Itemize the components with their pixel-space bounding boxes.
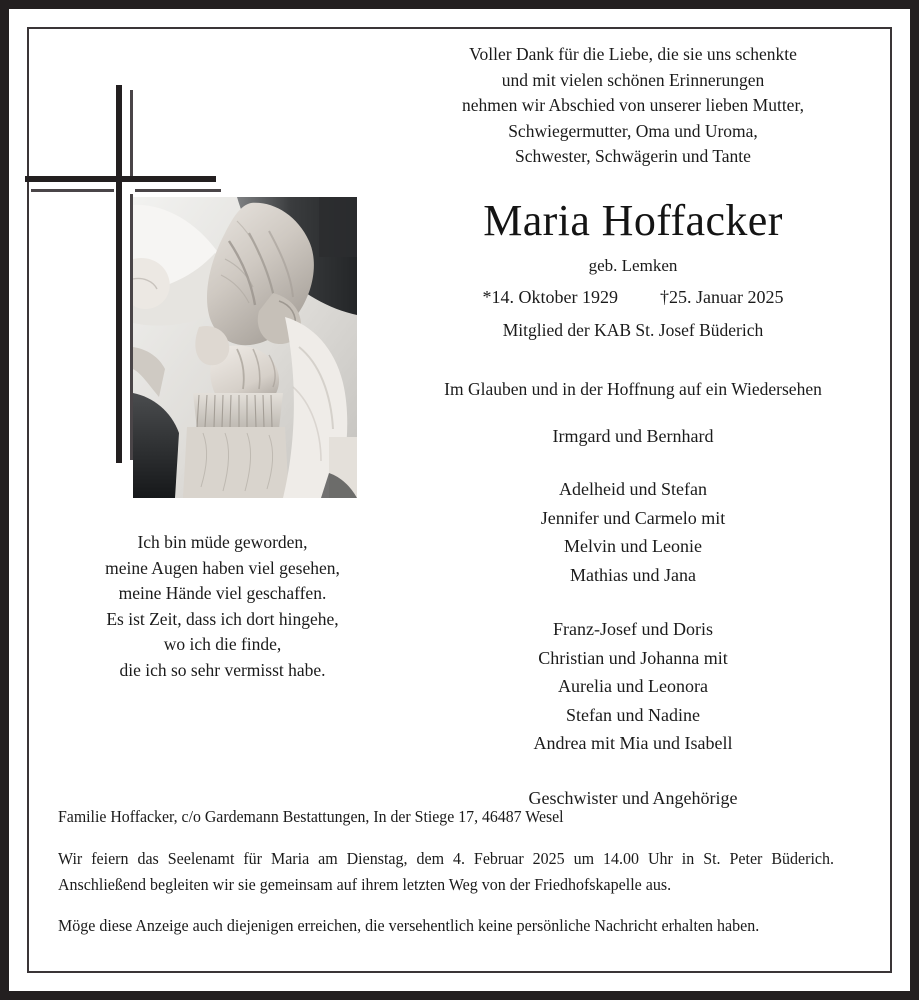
birth-date: *14. Oktober 1929: [482, 286, 618, 307]
cross-horizontal-bar: [25, 176, 216, 182]
poem-line: die ich so sehr vermisst habe.: [119, 659, 326, 680]
intro-line: nehmen wir Abschied von unserer lieben Mutter,: [462, 95, 804, 115]
maiden-name: geb. Lemken: [588, 255, 678, 275]
memorial-photo: [133, 197, 357, 498]
family-group: [398, 422, 868, 451]
poem-line: Ich bin müde geworden,: [137, 532, 308, 552]
family-member-line: Mathias und Jana: [570, 564, 696, 585]
family-member-line: Andrea mit Mia und Isabell: [533, 733, 733, 753]
memorial-poem: [45, 530, 400, 683]
life-dates: [398, 286, 868, 308]
death-date: †25. Januar 2025: [660, 286, 784, 307]
faith-line: Im Glauben und in der Hoffnung auf ein Wiedersehen: [444, 378, 822, 399]
obituary-main-column: [398, 42, 868, 812]
intro-line: Voller Dank für die Liebe, die sie uns schenkte: [469, 44, 797, 64]
family-member-line: Stefan und Nadine: [566, 704, 700, 725]
membership-line: Mitglied der KAB St. Josef Büderich: [502, 319, 764, 340]
intro-line: und mit vielen schönen Erinnerungen: [501, 69, 765, 90]
contact-address: Familie Hoffacker, c/o Gardemann Bestattungen, In der Stiege 17, 46487 Wesel: [58, 807, 564, 826]
cross-horizontal-accent-left: [31, 189, 114, 192]
family-member-line: Irmgard und Bernhard: [552, 425, 714, 446]
family-member-line: Jennifer und Carmelo mit: [540, 507, 726, 528]
intro-line: Schwiegermutter, Oma und Uroma,: [508, 120, 758, 141]
intro-line: Schwester, Schwägerin und Tante: [515, 146, 751, 166]
cross-vertical-accent-upper: [130, 90, 133, 177]
cross-vertical-bar: [116, 85, 122, 463]
family-member-line: Adelheid und Stefan: [559, 479, 707, 499]
family-member-line: Geschwister und Angehörige: [528, 787, 738, 808]
deceased-name: Maria Hoffacker: [483, 195, 783, 245]
cross-horizontal-accent-right: [135, 189, 221, 192]
intro-text: [398, 42, 868, 170]
family-group: [398, 615, 868, 758]
family-member-line: Melvin und Leonie: [564, 536, 702, 556]
poem-line: meine Augen haben viel gesehen,: [105, 557, 340, 578]
poem-line: wo ich die finde,: [163, 634, 282, 654]
notice-footer: [58, 806, 858, 939]
family-group: [398, 475, 868, 589]
poem-line: meine Hände viel geschaffen.: [118, 583, 327, 603]
family-member-line: Franz-Josef und Doris: [553, 619, 713, 639]
service-details: Wir feiern das Seelenamt für Maria am Dienstag, dem 4. Februar 2025 um 14.00 Uhr in St. Peter Büderich. Anschließend begleiten wir sie gemeinsam auf ihrem letzten Weg von der Friedhofskapelle aus.: [58, 849, 834, 894]
family-member-line: Aurelia und Leonora: [558, 676, 708, 696]
poem-line: Es ist Zeit, dass ich dort hingehe,: [106, 608, 339, 629]
family-member-line: Christian und Johanna mit: [538, 647, 728, 668]
closing-note: Möge diese Anzeige auch diejenigen erreichen, die versehentlich keine persönliche Nachricht erhalten haben.: [58, 916, 760, 935]
